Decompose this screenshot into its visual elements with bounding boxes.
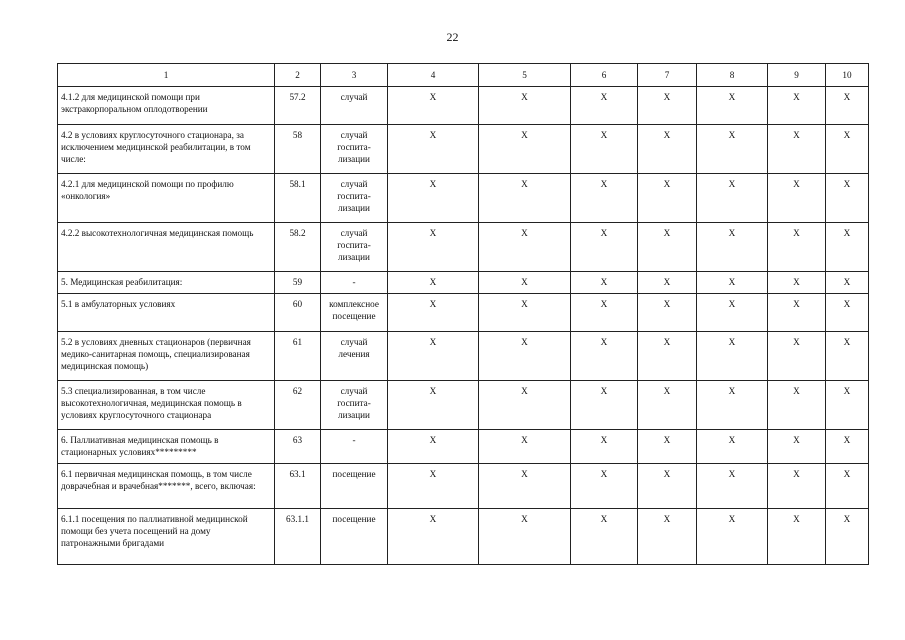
row-value-cell: X <box>826 294 869 332</box>
row-value-cell: X <box>697 87 768 125</box>
column-header: 1 <box>58 64 275 87</box>
row-unit-cell: случай госпита- лизации <box>321 125 388 174</box>
row-value-cell: X <box>388 174 479 223</box>
page-number: 22 <box>446 30 459 44</box>
column-header: 4 <box>388 64 479 87</box>
row-value-cell: X <box>479 381 571 430</box>
row-value-cell: X <box>697 174 768 223</box>
row-value-cell: X <box>388 332 479 381</box>
row-value-cell: X <box>768 174 826 223</box>
row-value-cell: X <box>638 464 697 509</box>
table-row <box>58 464 869 509</box>
table-row <box>58 509 869 565</box>
row-name-cell: 5.3 специализированная, в том числе высокотехнологичная, медицинская помощь в условиях круглосуточного стационара <box>58 381 275 430</box>
row-unit-cell: случай лечения <box>321 332 388 381</box>
row-value-cell: X <box>768 87 826 125</box>
row-code-cell: 61 <box>275 332 321 381</box>
row-value-cell: X <box>479 430 571 464</box>
row-unit-cell: - <box>321 272 388 294</box>
row-value-cell: X <box>479 294 571 332</box>
row-value-cell: X <box>697 381 768 430</box>
row-name-cell: 4.1.2 для медицинской помощи при экстракорпоральном оплодотворении <box>58 87 275 125</box>
column-header: 2 <box>275 64 321 87</box>
row-value-cell: X <box>571 381 638 430</box>
row-value-cell: X <box>697 509 768 565</box>
row-name-cell: 6.1.1 посещения по паллиативной медицинской помощи без учета посещений на дому патронажными бригадами <box>58 509 275 565</box>
row-value-cell: X <box>826 509 869 565</box>
column-header: 5 <box>479 64 571 87</box>
table-row <box>58 174 869 223</box>
table-header-row <box>58 64 869 87</box>
row-unit-cell: посещение <box>321 509 388 565</box>
row-value-cell: X <box>638 87 697 125</box>
row-value-cell: X <box>571 125 638 174</box>
row-value-cell: X <box>388 223 479 272</box>
row-value-cell: X <box>826 125 869 174</box>
row-value-cell: X <box>697 464 768 509</box>
row-value-cell: X <box>697 294 768 332</box>
row-value-cell: X <box>388 430 479 464</box>
row-name-cell: 5. Медицинская реабилитация: <box>58 272 275 294</box>
column-header: 7 <box>638 64 697 87</box>
row-value-cell: X <box>697 272 768 294</box>
row-value-cell: X <box>479 174 571 223</box>
row-code-cell: 57.2 <box>275 87 321 125</box>
row-value-cell: X <box>697 332 768 381</box>
row-name-cell: 4.2.1 для медицинской помощи по профилю «онкология» <box>58 174 275 223</box>
row-value-cell: X <box>768 430 826 464</box>
row-value-cell: X <box>768 223 826 272</box>
row-unit-cell: - <box>321 430 388 464</box>
column-header: 8 <box>697 64 768 87</box>
row-name-cell: 6.1 первичная медицинская помощь, в том числе доврачебная и врачебная*******, всего, включая: <box>58 464 275 509</box>
row-value-cell: X <box>479 464 571 509</box>
row-value-cell: X <box>571 430 638 464</box>
row-code-cell: 58.2 <box>275 223 321 272</box>
row-value-cell: X <box>768 464 826 509</box>
report-table <box>57 63 869 565</box>
row-code-cell: 63.1.1 <box>275 509 321 565</box>
row-code-cell: 62 <box>275 381 321 430</box>
row-unit-cell: посещение <box>321 464 388 509</box>
row-value-cell: X <box>697 223 768 272</box>
row-value-cell: X <box>768 272 826 294</box>
row-value-cell: X <box>388 272 479 294</box>
row-value-cell: X <box>826 272 869 294</box>
row-code-cell: 63 <box>275 430 321 464</box>
row-value-cell: X <box>479 509 571 565</box>
column-header: 6 <box>571 64 638 87</box>
row-value-cell: X <box>388 509 479 565</box>
row-value-cell: X <box>638 223 697 272</box>
row-name-cell: 5.2 в условиях дневных стационаров (первичная медико-санитарная помощь, специализированая медицинская помощь) <box>58 332 275 381</box>
row-value-cell: X <box>388 87 479 125</box>
row-code-cell: 58.1 <box>275 174 321 223</box>
table-row <box>58 332 869 381</box>
row-value-cell: X <box>638 332 697 381</box>
row-value-cell: X <box>826 87 869 125</box>
column-header: 3 <box>321 64 388 87</box>
row-value-cell: X <box>571 272 638 294</box>
row-value-cell: X <box>479 223 571 272</box>
table-row <box>58 87 869 125</box>
row-value-cell: X <box>638 174 697 223</box>
row-code-cell: 60 <box>275 294 321 332</box>
row-value-cell: X <box>571 223 638 272</box>
row-value-cell: X <box>388 294 479 332</box>
row-value-cell: X <box>826 464 869 509</box>
row-code-cell: 58 <box>275 125 321 174</box>
row-value-cell: X <box>638 294 697 332</box>
column-header: 10 <box>826 64 869 87</box>
table-row <box>58 381 869 430</box>
row-value-cell: X <box>826 381 869 430</box>
row-value-cell: X <box>768 509 826 565</box>
row-value-cell: X <box>768 294 826 332</box>
row-name-cell: 4.2.2 высокотехнологичная медицинская помощь <box>58 223 275 272</box>
row-code-cell: 59 <box>275 272 321 294</box>
table-row <box>58 430 869 464</box>
row-name-cell: 5.1 в амбулаторных условиях <box>58 294 275 332</box>
row-value-cell: X <box>826 332 869 381</box>
table-row <box>58 294 869 332</box>
table-row <box>58 223 869 272</box>
row-value-cell: X <box>479 332 571 381</box>
row-value-cell: X <box>479 272 571 294</box>
row-value-cell: X <box>388 125 479 174</box>
row-unit-cell: случай госпита- лизации <box>321 174 388 223</box>
row-value-cell: X <box>571 294 638 332</box>
row-value-cell: X <box>638 125 697 174</box>
row-value-cell: X <box>571 464 638 509</box>
row-value-cell: X <box>697 430 768 464</box>
row-unit-cell: комплексное посещение <box>321 294 388 332</box>
row-value-cell: X <box>638 430 697 464</box>
row-value-cell: X <box>571 87 638 125</box>
table-row <box>58 125 869 174</box>
row-value-cell: X <box>768 125 826 174</box>
row-value-cell: X <box>768 332 826 381</box>
row-name-cell: 4.2 в условиях круглосуточного стационара, за исключением медицинской реабилитации, в том числе: <box>58 125 275 174</box>
row-value-cell: X <box>638 509 697 565</box>
row-unit-cell: случай госпита- лизации <box>321 223 388 272</box>
row-value-cell: X <box>388 464 479 509</box>
row-value-cell: X <box>571 509 638 565</box>
column-header: 9 <box>768 64 826 87</box>
row-value-cell: X <box>638 272 697 294</box>
row-unit-cell: случай <box>321 87 388 125</box>
row-value-cell: X <box>768 381 826 430</box>
table-row <box>58 272 869 294</box>
row-value-cell: X <box>826 174 869 223</box>
row-value-cell: X <box>638 381 697 430</box>
row-value-cell: X <box>826 430 869 464</box>
row-value-cell: X <box>571 332 638 381</box>
row-value-cell: X <box>388 381 479 430</box>
row-value-cell: X <box>479 125 571 174</box>
row-code-cell: 63.1 <box>275 464 321 509</box>
row-value-cell: X <box>826 223 869 272</box>
row-name-cell: 6. Паллиативная медицинская помощь в стационарных условиях********* <box>58 430 275 464</box>
row-value-cell: X <box>479 87 571 125</box>
row-value-cell: X <box>571 174 638 223</box>
row-value-cell: X <box>697 125 768 174</box>
row-unit-cell: случай госпита- лизации <box>321 381 388 430</box>
